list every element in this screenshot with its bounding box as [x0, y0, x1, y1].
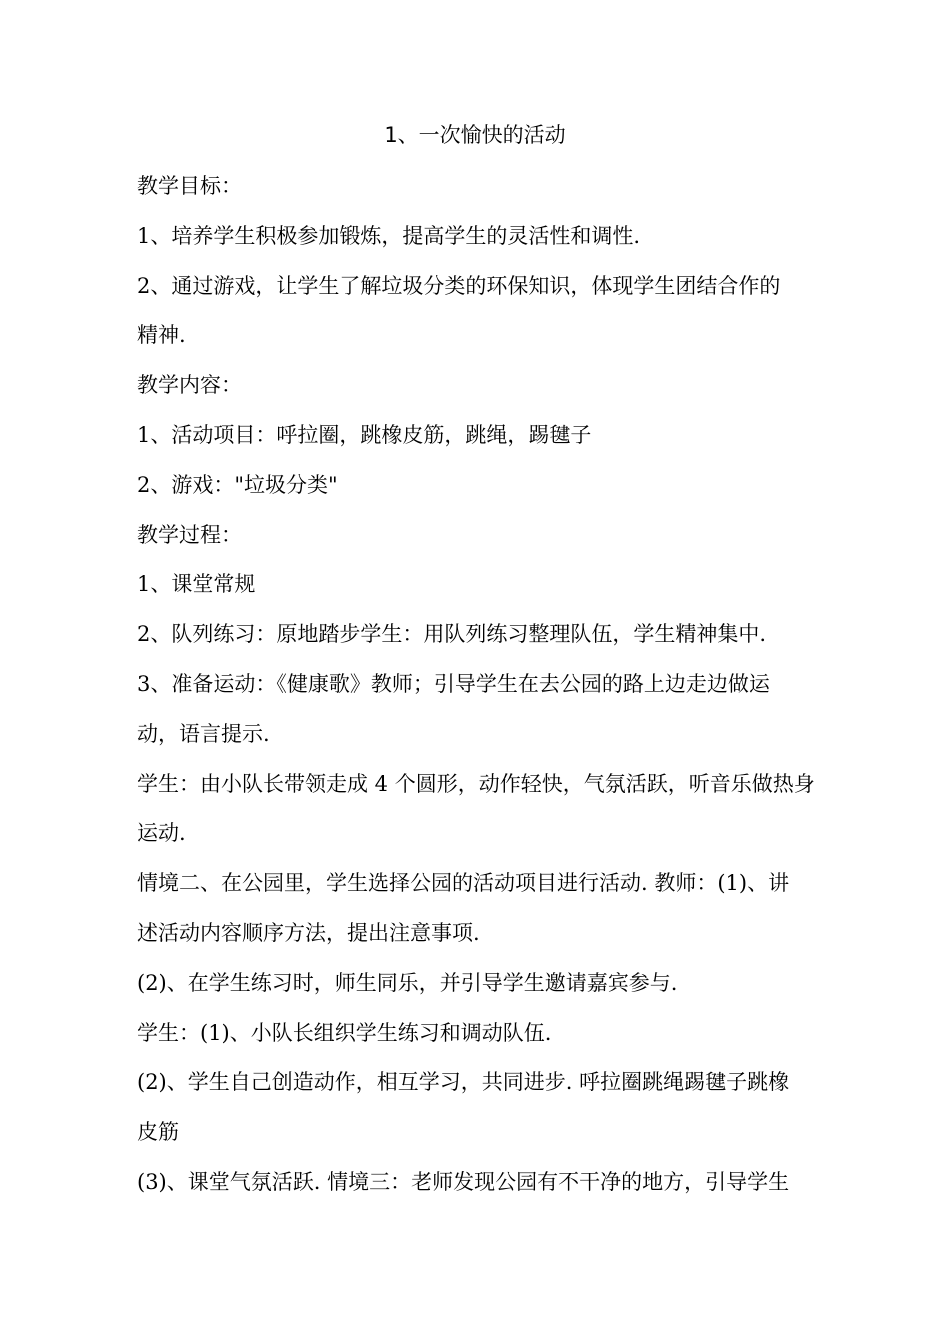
paragraph-line: 3、准备运动：《健康歌》教师；引导学生在去公园的路上边走边做运 [137, 671, 770, 696]
paragraph-line: 皮筋 [137, 1120, 179, 1145]
paragraph-line: 2、通过游戏，让学生了解垃圾分类的环保知识，体现学生团结合作的 [137, 273, 781, 298]
paragraph-line: 2、队列练习：原地踏步学生：用队列练习整理队伍，学生精神集中. [137, 622, 767, 647]
paragraph-line: (3)、课堂气氛活跃. 情境三：老师发现公园有不干净的地方，引导学生 [137, 1169, 790, 1194]
paragraph-line: (2)、在学生练习时，师生同乐，并引导学生邀请嘉宾参与. [137, 970, 678, 995]
section-heading-objectives: 教学目标： [137, 174, 242, 198]
paragraph-line: 1、培养学生积极参加锻炼，提高学生的灵活性和调性. [137, 223, 641, 248]
paragraph-line: 运动. [137, 821, 186, 846]
paragraph-line: 1、活动项目：呼拉圈，跳橡皮筋，跳绳，踢毽子 [137, 422, 592, 447]
paragraph-line: 情境二、在公园里，学生选择公园的活动项目进行活动. 教师：(1)、讲 [137, 871, 790, 896]
page-title: 1、一次愉快的活动 [384, 123, 566, 147]
paragraph-line: 动，语言提示. [137, 721, 270, 746]
paragraph-line: 精神. [137, 323, 186, 348]
section-heading-content: 教学内容： [137, 373, 242, 398]
paragraph-line: (2)、学生自己创造动作，相互学习，共同进步. 呼拉圈跳绳踢毽子跳橡 [137, 1070, 790, 1095]
document-body [137, 162, 817, 1208]
paragraph-line: 2、游戏："垃圾分类" [137, 472, 338, 497]
paragraph-line: 1、课堂常规 [137, 572, 256, 597]
paragraph-line: 学生：(1)、小队长组织学生练习和调动队伍. [137, 1020, 552, 1045]
paragraph-line: 学生：由小队长带领走成 4 个圆形，动作轻快，气氛活跃，听音乐做热身 [137, 771, 815, 796]
section-heading-process: 教学过程： [137, 522, 242, 547]
paragraph-line: 述活动内容顺序方法，提出注意事项. [137, 920, 480, 945]
